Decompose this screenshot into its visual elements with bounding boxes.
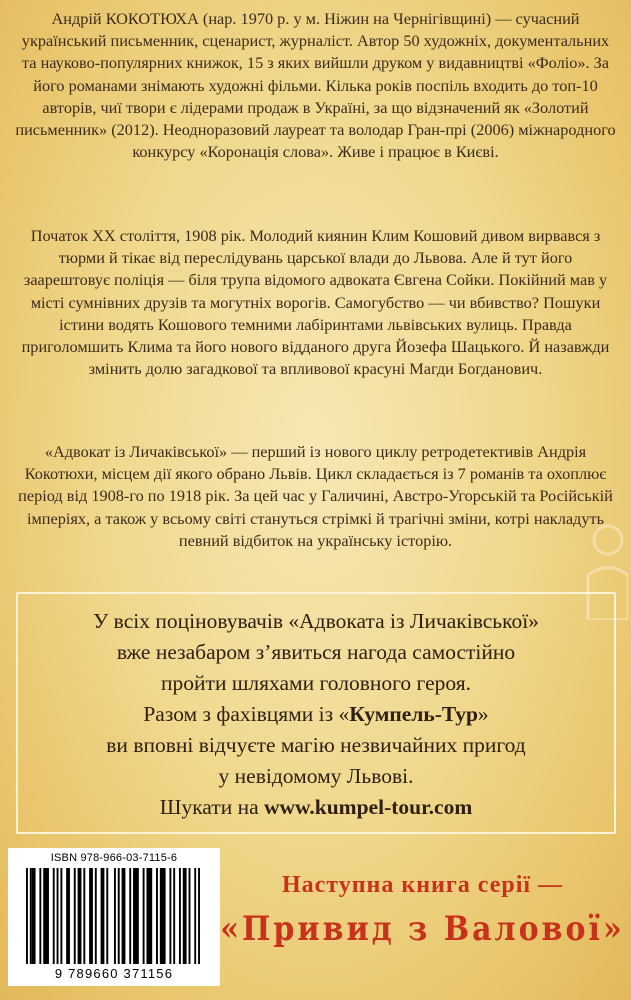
barcode-bar xyxy=(83,868,85,964)
author-bio: Андрій КОКОТЮХА (нар. 1970 р. у м. Ніжин на Чернігівщині) — сучасний український письменник, сценарист, журналіст. Автор 50 художніх, документальних та науково-популярних книжок, 15 з яких вийшли друком у видавництві «Фоліо». За його романами знімають художні фільми. Кілька років поспіль входить до топ-10 авторів, чиї твори є лідерами продаж в Україні, за що відзначений як «Золотий письменник» (2012). Неодноразовий лауреат та володар Гран-прі (2006) міжнародного конкурсу «Коронація слова». Живе і працює в Києві. xyxy=(15,9,616,162)
promo-box xyxy=(16,592,616,834)
promo-line: У всіх поціновувачів «Адвоката із Личаківської» xyxy=(93,609,539,633)
barcode-bar xyxy=(26,868,28,964)
watermark-icon xyxy=(568,520,628,620)
barcode-bar xyxy=(156,868,158,964)
barcode-bar xyxy=(183,868,187,964)
barcode-bar xyxy=(106,868,108,964)
barcode-bar xyxy=(53,868,55,964)
barcode-bar xyxy=(66,868,70,964)
barcode-bar xyxy=(89,868,93,964)
barcode-bar xyxy=(32,868,36,964)
barcode-bar xyxy=(198,868,200,964)
barcode-bar xyxy=(114,868,116,964)
plot-summary: Початок ХХ століття, 1908 рік. Молодий киянин Клим Кошовий дивом вирвався з тюрми й тікає від переслідувань царської влади до Львова. Але й тут його заарештовує поліція — біля трупа відомого адвоката Євгена Сойки. Покійний мав у місті сумнівних друзів та могутніх ворогів. Самогубство — чи вбивство? Пошуки істини водять Кошового темними лабіринтами львівських вулиць. Правда приголомшить Клима та його нового відданого друга Йозефа Шацького. Й назавжди змінить долю загадкової та впливової красуні Магди Богданович. xyxy=(21,226,610,379)
promo-text-part: Шукати на xyxy=(159,795,264,819)
barcode-bar xyxy=(43,868,49,964)
barcode-bar xyxy=(101,868,105,964)
promo-text-part: Разом з фахівцями із « xyxy=(143,702,350,726)
promo-line: вже незабаром з’явиться нагода самостійно xyxy=(116,640,516,664)
barcode-bar xyxy=(173,868,175,964)
barcode-bar xyxy=(194,868,196,964)
barcode-bar xyxy=(78,868,82,964)
barcode-bar xyxy=(160,868,166,964)
promo-line xyxy=(18,699,614,730)
promo-line: у невідомому Львові. xyxy=(218,764,414,788)
promo-url-link[interactable]: www.kumpel-tour.com xyxy=(264,795,473,819)
isbn-label: ISBN 978-966-03-7115-6 xyxy=(50,852,178,864)
barcode-bar xyxy=(122,868,126,964)
barcode-box xyxy=(8,848,220,986)
promo-line: пройти шляхами головного героя. xyxy=(161,671,471,695)
barcode-bar xyxy=(118,868,120,964)
barcode-bar xyxy=(179,868,181,964)
barcode-bar xyxy=(169,868,171,964)
barcode-bar xyxy=(39,868,41,964)
barcode-bar xyxy=(129,868,131,964)
promo-line xyxy=(18,792,614,823)
barcode-bar xyxy=(74,868,76,964)
barcode-bar xyxy=(143,868,145,964)
barcode-bar xyxy=(146,868,152,964)
barcode-digits: 9 789660 371156 xyxy=(54,966,174,981)
barcode-bar xyxy=(95,868,97,964)
barcode-bar xyxy=(60,868,62,964)
promo-text-part: » xyxy=(477,702,489,726)
promo-line: ви вповні відчуєте магію незвичайних пригод xyxy=(106,733,526,757)
promo-brand: Кумпель-Тур xyxy=(349,702,478,726)
promo-text xyxy=(18,606,614,823)
series-info: «Адвокат із Личаківської» — перший із нового циклу ретродетективів Андрія Кокотюхи, місцем дії якого обрано Львів. Цикл складається із 7 романів та охоплює період від 1908-го по 1918 рік. За цей час у Галичині, Австро-Угорській та Російській імперіях, а також у всьому світі стануться стрімкі й трагічні зміни, котрі накладуть певний відбиток на українську історію. xyxy=(18,442,613,550)
barcode-bar xyxy=(189,868,191,964)
barcode-bar xyxy=(30,868,32,964)
barcode-bar xyxy=(57,868,59,964)
next-book-title: «Привид з Валової» xyxy=(220,909,625,950)
barcode-icon xyxy=(24,868,204,964)
barcode-bar xyxy=(133,868,139,964)
next-book-label: Наступна книга серії — xyxy=(281,872,564,898)
